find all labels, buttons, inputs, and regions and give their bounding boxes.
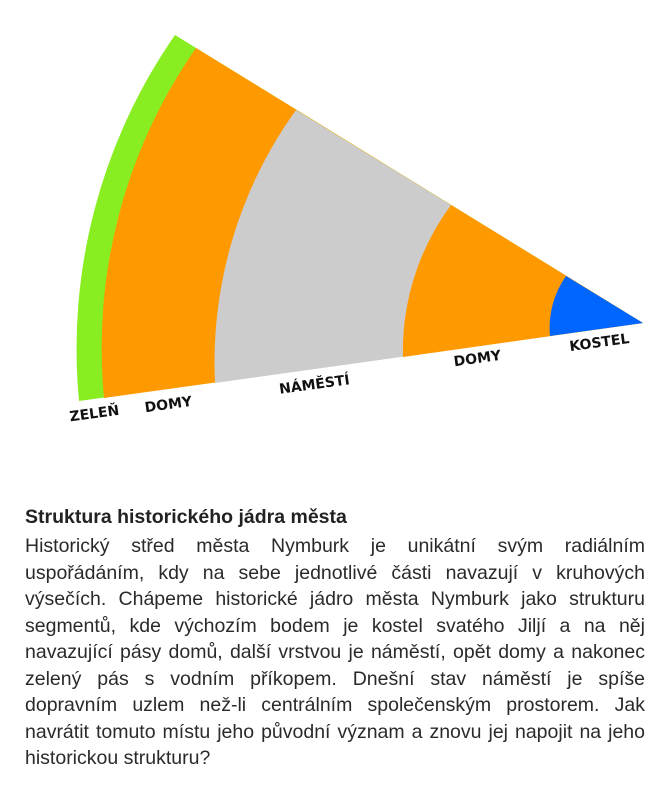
church-band [550,276,643,336]
label-domy-outer: DOMY [143,393,194,417]
label-domy-inner: DOMY [452,347,503,371]
article-title: Struktura historického jádra města [25,506,347,528]
label-kostel: KOSTEL [568,331,631,356]
article-body: Historický střed města Nymburk je unikátní svým radiálním uspořádáním, kdy na sebe jednotlivé části navazují v kruhových výsečích. Chápeme historické jádro města Nymburk jako strukturu segmentů, kde výchozím bodem je kostel svatého Jiljí a na něj navazující pásy domů, další vrstvou je náměstí, opět domy a nakonec zelený pás s vodním příkopem. Dnešní stav náměstí je spíše dopravním uzlem než-li centrálním společenským prostorem. Jak navrátit tomuto místu jeho původní význam a znovu jej napojit na jeho historickou strukturu? [25,535,645,769]
article [25,506,645,772]
label-namesti: NÁMĚSTÍ [278,372,351,398]
label-zelen: ZELEŇ [68,402,121,426]
